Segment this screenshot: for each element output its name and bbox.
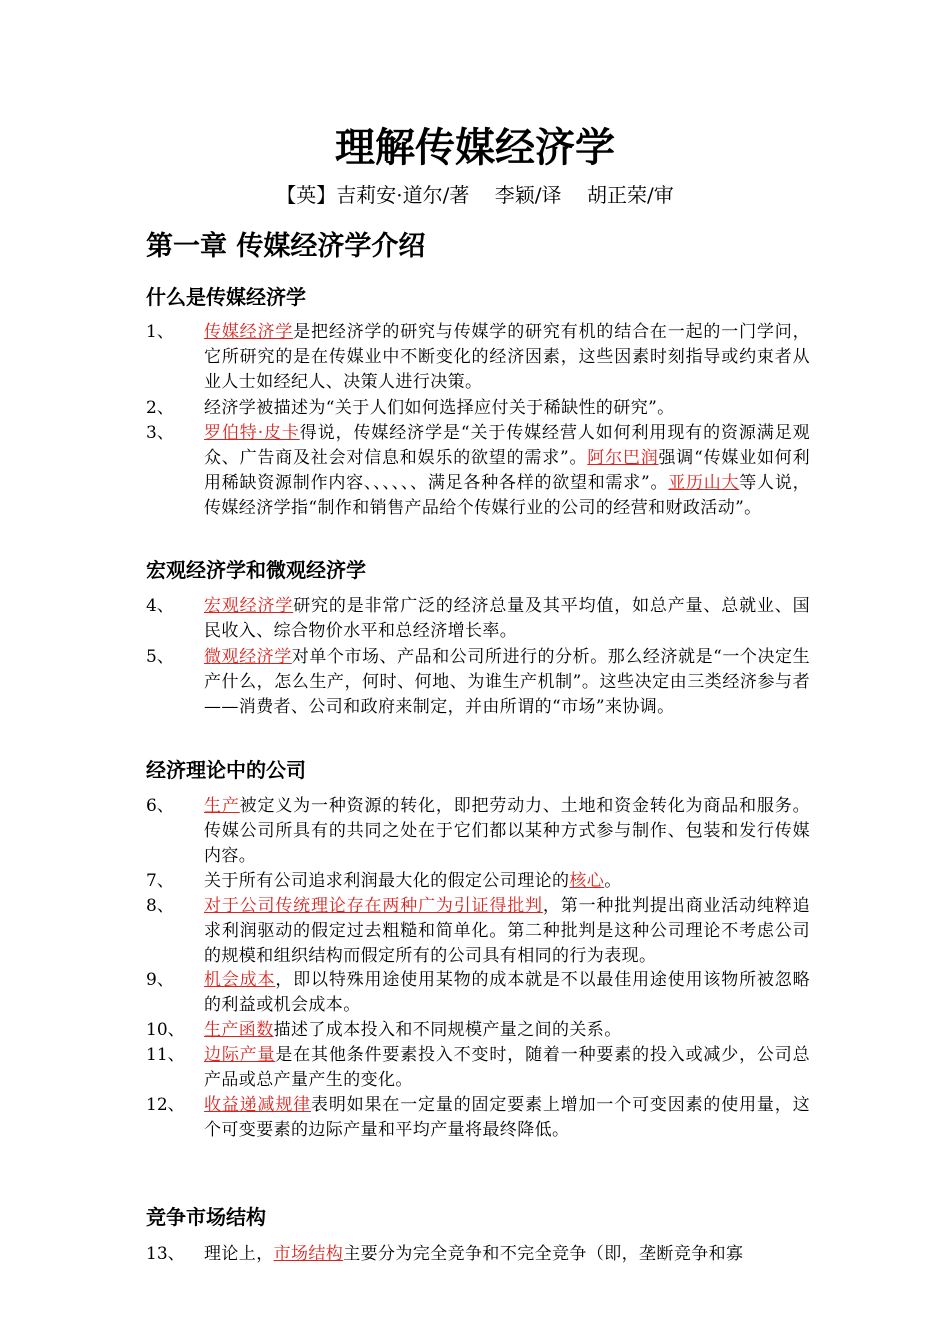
key-term-link[interactable]: 核心 <box>569 871 605 891</box>
item-text <box>204 421 810 521</box>
item-number: 2、 <box>146 398 174 418</box>
key-term-link[interactable]: 阿尔巴润 <box>587 448 659 468</box>
item-text-run: 主要分为完全竞争和不完全竞争（即，垄断竞争和寡 <box>343 1244 744 1264</box>
item-text-run: 是把经济学的研究与传媒学的研究有机的结合在一起的一门学问，它所研究的是在传媒业中不断变化的经济因素，这些因素时刻指导或约束者从业人士如经纪人、决策人进行决策。 <box>204 322 810 392</box>
author-byline: 【英】吉莉安·道尔/著 李颖/译 胡正荣/审 <box>276 183 674 207</box>
list-item <box>146 1093 810 1143</box>
item-text <box>204 1043 810 1093</box>
item-text-run: 对单个市场、产品和公司所进行的分析。那么经济就是“一个决定生产什么，怎么生产，何时、何地、为谁生产机制”。这些决定由三类经济参与者——消费者、公司和政府来制定，并由所谓的“市场”来协调。 <box>204 647 810 717</box>
item-number: 10、 <box>146 1020 185 1040</box>
list-item <box>146 594 810 644</box>
item-text <box>204 794 810 869</box>
item-text-run: 关于所有公司追求利润最大化的假定公司理论的 <box>204 871 570 891</box>
item-text-run: ，即以特殊用途使用某物的成本就是不以最佳用途使用该物所被忽略的利益或机会成本。 <box>204 970 811 1015</box>
list-item <box>146 968 810 1018</box>
item-text-run: 得说，传媒经济学是“关于传媒经营人如何利用现有的资源满足观众、广告商及社会对信息和娱乐的欲望的需求”。 <box>204 423 810 468</box>
item-text <box>204 594 810 644</box>
key-term-link[interactable]: 生产函数 <box>204 1020 274 1040</box>
key-term-link[interactable]: 机会成本 <box>204 970 276 990</box>
item-text-run: 被定义为一种资源的转化，即把劳动力、土地和资金转化为商品和服务。传媒公司所具有的共同之处在于它们都以某种方式参与制作、包装和发行传媒内容。 <box>204 796 810 866</box>
item-number: 5、 <box>146 647 174 667</box>
key-term-link[interactable]: 微观经济学 <box>204 647 292 667</box>
item-text <box>204 1018 810 1043</box>
item-text <box>204 320 810 395</box>
list-item <box>146 1242 810 1267</box>
list-item <box>146 794 810 869</box>
item-text-run: 。 <box>604 871 622 891</box>
section-heading: 经济理论中的公司 <box>146 758 306 782</box>
key-term-link[interactable]: 宏观经济学 <box>204 596 294 616</box>
item-text-run: ，第一种批判提出商业活动纯粹追求利润驱动的假定过去粗糙和简单化。第二种批判是这种公司理论不考虑公司的规模和组织结构而假定所有的公司具有相同的行为表现。 <box>204 896 810 966</box>
item-text <box>204 894 810 969</box>
item-text-run: 研究的是非常广泛的经济总量及其平均值，如总产量、总就业、国民收入、综合物价水平和总经济增长率。 <box>204 596 810 641</box>
item-text <box>204 1093 810 1143</box>
item-number: 6、 <box>146 796 174 816</box>
item-number: 7、 <box>146 871 174 891</box>
item-text <box>204 396 810 421</box>
section-heading: 竞争市场结构 <box>146 1205 266 1229</box>
key-term-link[interactable]: 亚历山大 <box>668 473 740 493</box>
item-text <box>204 1242 810 1267</box>
key-term-link[interactable]: 罗伯特·皮卡 <box>204 423 300 443</box>
item-number: 11、 <box>146 1045 185 1065</box>
item-number: 1、 <box>146 322 174 342</box>
item-text <box>204 968 810 1018</box>
key-term-link[interactable]: 对于公司传统理论存在两种广为引证得批判 <box>204 896 543 916</box>
item-number: 9、 <box>146 970 174 990</box>
key-term-link[interactable]: 市场结构 <box>273 1244 344 1264</box>
item-number: 13、 <box>146 1244 185 1264</box>
item-text-run: 是在其他条件要素投入不变时，随着一种要素的投入或减少，公司总产品或总产量产生的变化。 <box>204 1045 811 1090</box>
list-item <box>146 1018 810 1043</box>
item-number: 4、 <box>146 596 174 616</box>
item-number: 8、 <box>146 896 174 916</box>
item-text <box>204 869 810 894</box>
item-text-run: 表明如果在一定量的固定要素上增加一个可变因素的使用量，这个可变要素的边际产量和平均产量将最终降低。 <box>204 1095 811 1140</box>
section-heading: 宏观经济学和微观经济学 <box>146 558 366 582</box>
item-number: 3、 <box>146 423 174 443</box>
list-item <box>146 869 810 894</box>
list-item <box>146 645 810 720</box>
key-term-link[interactable]: 收益递减规律 <box>204 1095 312 1115</box>
item-text-run: 描述了成本投入和不同规模产量之间的关系。 <box>273 1020 622 1040</box>
item-text-run: 强调“传媒业如何利用稀缺资源制作内容、、、、、、满足各种各样的欲望和需求”。 <box>204 448 810 493</box>
key-term-link[interactable]: 传媒经济学 <box>204 322 294 342</box>
item-text <box>204 645 810 720</box>
list-item <box>146 396 810 421</box>
list-item <box>146 894 810 969</box>
item-text-run: 等人说，传媒经济学指“制作和销售产品给个传媒行业的公司的经营和财政活动”。 <box>204 473 810 518</box>
document-title: 理解传媒经济学 <box>335 125 615 171</box>
key-term-link[interactable]: 生产 <box>204 796 240 816</box>
item-number: 12、 <box>146 1095 185 1115</box>
list-item <box>146 1043 810 1093</box>
item-text-run: 理论上， <box>204 1244 274 1264</box>
list-item <box>146 320 810 395</box>
list-item <box>146 421 810 521</box>
item-text-run: 经济学被描述为“关于人们如何选择应付关于稀缺性的研究”。 <box>204 398 675 418</box>
section-heading: 什么是传媒经济学 <box>146 285 306 309</box>
chapter-heading: 第一章 传媒经济学介绍 <box>146 231 426 262</box>
key-term-link[interactable]: 边际产量 <box>204 1045 276 1065</box>
